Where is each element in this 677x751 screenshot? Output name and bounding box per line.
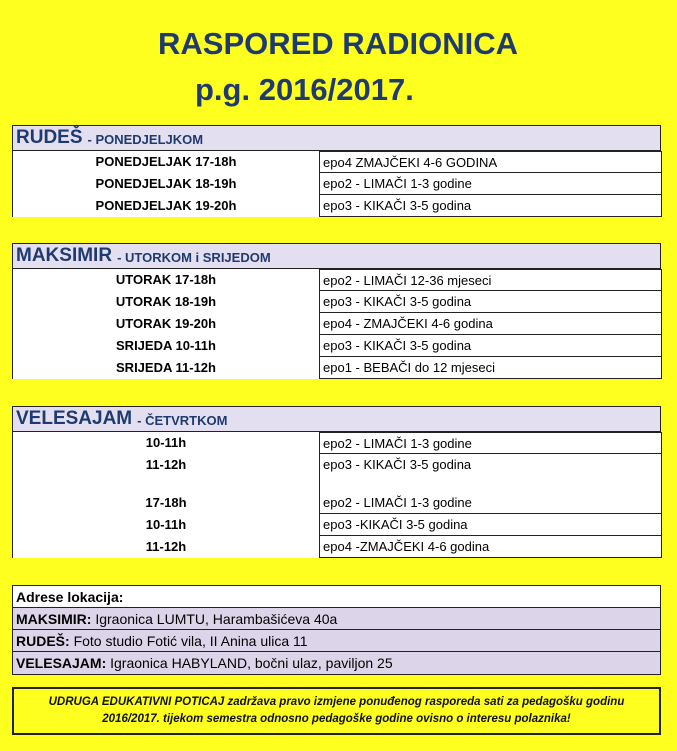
session-time: SRIJEDA 11-12h [116,360,216,375]
session-time: PONEDJELJAK 19-20h [95,198,237,213]
section-days: - PONEDJELJKOM [87,132,204,147]
addresses-heading: Adrese lokacija: [13,586,660,608]
spacer-cell [319,476,662,492]
section-name: MAKSIMIR [16,245,113,266]
session-time: 11-12h [145,539,187,554]
section-name: RUDEŠ [16,127,83,148]
address-row [13,630,660,652]
section-header [12,125,661,151]
session-group: epo2 - LIMAČI 1-3 godine [319,173,662,195]
session-group: epo3 - KIKAČI 3-5 godina [319,291,662,313]
session-group: epo2 - LIMAČI 1-3 godine [319,432,662,454]
session-group: epo3 - KIKAČI 3-5 godina [319,195,662,217]
session-time: 17-18h [145,495,187,510]
schedule-table [12,151,661,217]
address-label: VELESAJAM: [16,655,107,671]
disclaimer-note [12,687,661,735]
session-time: UTORAK 18-19h [115,294,217,309]
schedule-row [13,454,661,476]
schedule-row [13,195,661,217]
address-text: Foto studio Fotić vila, II Anina ulica 11 [73,633,308,649]
address-row [13,608,660,630]
session-time: PONEDJELJAK 17-18h [95,154,237,169]
note-line: 2016/2017. tijekom semestra odnosno pedagoške godine ovisno o interesu polaznika! [102,713,571,725]
schedule-row [13,335,661,357]
session-group: epo4 -ZMAJČEKI 4-6 godina [319,536,662,558]
section-header [12,406,661,432]
address-row [13,652,660,674]
session-time: PONEDJELJAK 18-19h [95,176,237,191]
section-rudes [12,125,661,217]
schedule-row [13,514,661,536]
schedule-row [13,291,661,313]
session-time: 10-11h [145,517,187,532]
session-group: epo3 - KIKAČI 3-5 godina [319,454,662,476]
note-line: UDRUGA EDUKATIVNI POTICAJ zadržava pravo izmjene ponuđenog rasporeda sati za pedagošku godinu [48,696,625,708]
schedule-row [13,536,661,558]
section-days: - ČETVRTKOM [137,413,228,428]
session-group: epo4 ZMAJČEKI 4-6 GODINA [319,151,662,173]
schedule-row [13,357,661,379]
section-maksimir [12,243,661,379]
session-time: 10-11h [145,435,187,450]
address-label: RUDEŠ: [16,633,70,649]
schedule-row [13,313,661,335]
address-label: MAKSIMIR: [16,611,92,627]
session-time: UTORAK 17-18h [115,272,217,287]
schedule-row [13,492,661,514]
schedule-spacer [13,476,661,492]
schedule-row [13,432,661,454]
section-name: VELESAJAM [16,408,133,429]
session-group: epo2 - LIMAČI 12-36 mjeseci [319,269,662,291]
session-group: epo2 - LIMAČI 1-3 godine [319,492,662,514]
section-days: - UTORKOM i SRIJEDOM [117,250,271,265]
section-header [12,243,661,269]
section-velesajam [12,406,661,558]
page-subtitle: p.g. 2016/2017. [195,72,414,107]
session-time: UTORAK 19-20h [115,316,217,331]
session-group: epo3 -KIKAČI 3-5 godina [319,514,662,536]
schedule-table [12,432,661,558]
session-group: epo4 - ZMAJČEKI 4-6 godina [319,313,662,335]
address-text: Igraonica HABYLAND, bočni ulaz, paviljon 25 [110,655,393,671]
session-time: 11-12h [145,457,187,472]
session-group: epo1 - BEBAČI do 12 mjeseci [319,357,662,379]
schedule-table [12,269,661,379]
session-group: epo3 - KIKAČI 3-5 godina [319,335,662,357]
schedule-row [13,151,661,173]
page-title: RASPORED RADIONICA [158,26,518,61]
schedule-row [13,173,661,195]
addresses-box [12,585,661,675]
address-text: Igraonica LUMTU, Harambašićeva 40a [95,611,338,627]
session-time: SRIJEDA 10-11h [116,338,216,353]
schedule-row [13,269,661,291]
